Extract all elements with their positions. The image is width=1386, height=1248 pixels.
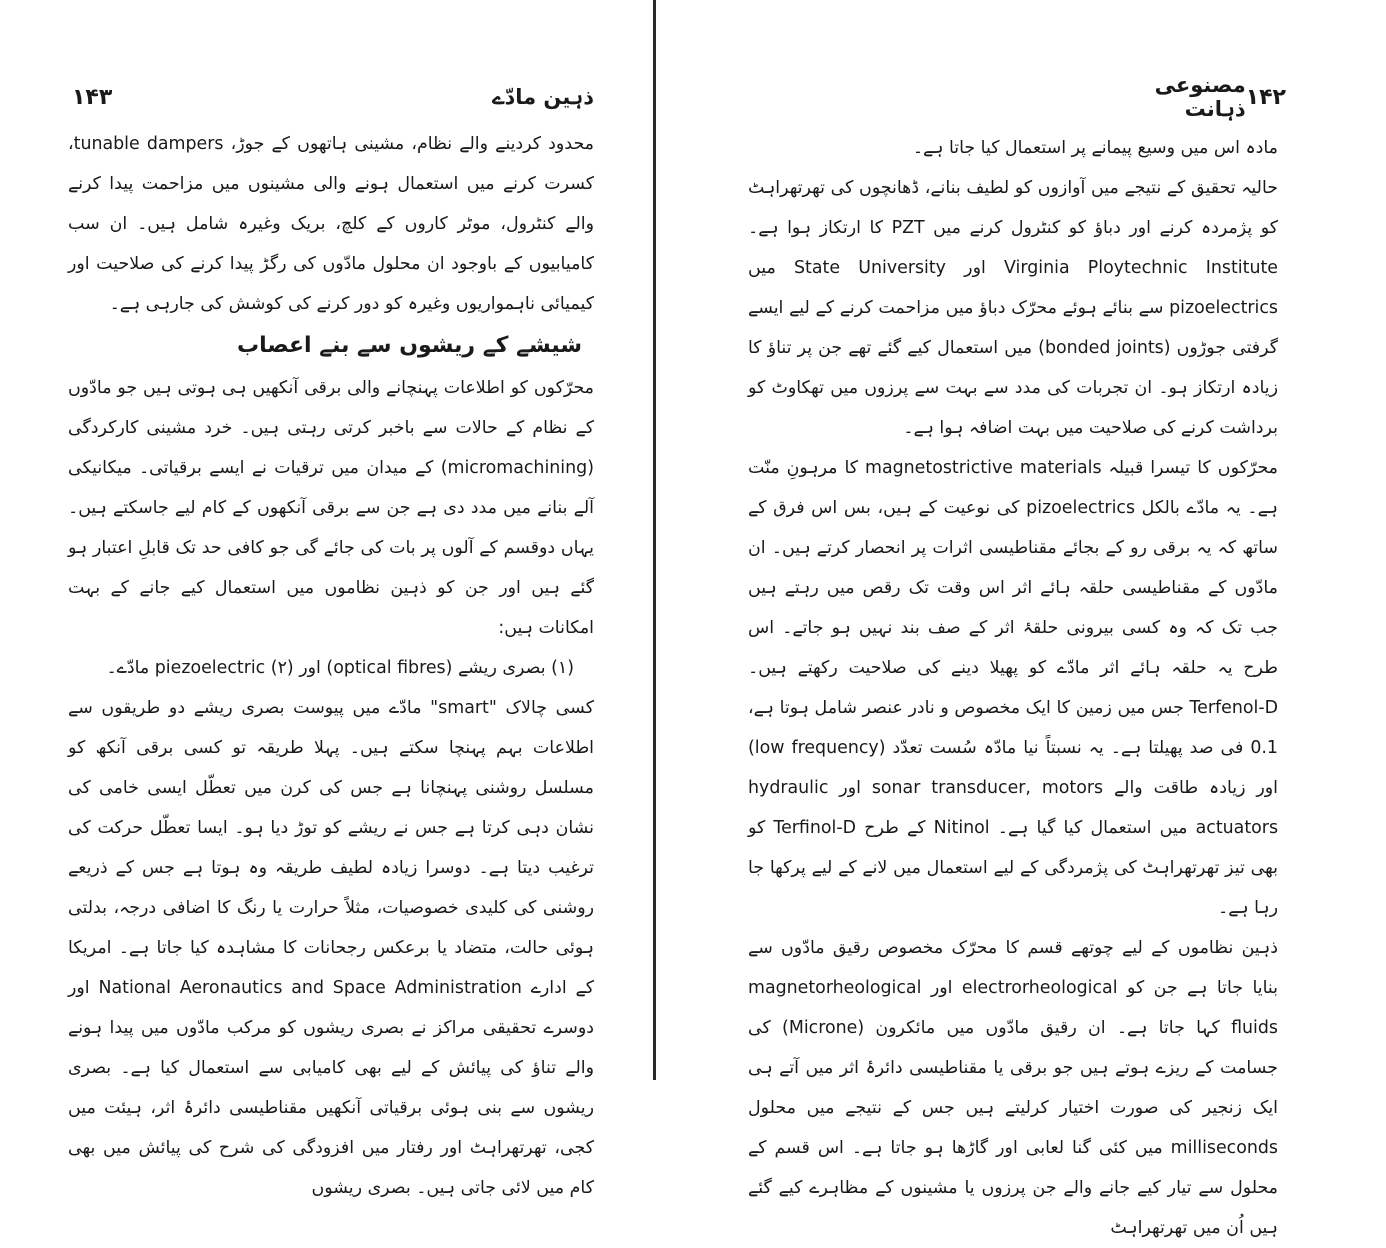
left-page-number: ۱۴۳ [72, 84, 113, 110]
left-page-header [72, 80, 594, 114]
book-spine-divider [653, 0, 656, 1080]
right-paragraph-1: مادہ اس میں وسیع پیمانے پر استعمال کیا جاتا ہے۔ [912, 138, 1278, 158]
left-page [0, 0, 650, 1198]
left-list-line: (۱) بصری ریشے (optical fibres) اور (۲) piezoelectric مادّے۔ [106, 658, 574, 678]
right-page-body [748, 128, 1278, 1248]
right-page-header [1122, 73, 1286, 121]
section-heading: شیشے کے ریشوں سے بنے اعصاب [236, 333, 582, 358]
right-page-title: مصنوعی ذہانت [1154, 73, 1246, 121]
right-paragraph-2: حالیہ تحقیق کے نتیجے میں آوازوں کو لطیف بنانے، ڈھانچوں کی تھرتھراہٹ کو پژمردہ کرنے اور دباؤ کو کنٹرول کرنے میں PZT کا ارتکاز ہوا ہے۔ Virginia Ploytechnic Institute اور State University میں pizoelectrics سے بنائے ہوئے محرّک دباؤ میں مزاحمت کرنے کے لیے ایسے گرفتی جوڑوں (bonded joints) میں استعمال کیے گئے تھے جن پر تناؤ کا زیادہ ارتکاز ہو۔ ان تجربات کی مدد سے بہت سے پرزوں میں تھکاوٹ کو برداشت کرنے کی صلاحیت میں بہت اضافہ ہوا ہے۔ [748, 178, 1279, 438]
right-page-number: ۱۴۲ [1245, 84, 1286, 110]
left-page-title: ذہین مادّے [492, 85, 594, 109]
left-paragraph-1: محدود کردینے والے نظام، مشینی ہاتھوں کے جوڑ، tunable dampers، کسرت کرنے میں استعمال ہونے والی مشینوں میں مزاحمت پیدا کرنے والے کنٹرول، موٹر کاروں کے کلچ، بریک وغیرہ شامل ہیں۔ ان سب کامیابیوں کے باوجود ان محلول مادّوں کی رگڑ پیدا کرنے کی صلاحیت اور کیمیائی ناہمواریوں وغیرہ کو دور کرنے کی کوشش کی جارہی ہے۔ [68, 134, 594, 314]
right-paragraph-3: محرّکوں کا تیسرا قبیلہ magnetostrictive materials کا مرہونِ منّت ہے۔ یہ مادّے بالکل pizoelectrics کی نوعیت کے ہیں، بس اس فرق کے ساتھ کہ یہ برقی رو کے بجائے مقناطیسی اثرات پر انحصار کرتے ہیں۔ ان مادّوں کے مقناطیسی حلقہ ہائے اثر اس وقت تک رقص میں رہتے ہیں جب تک کہ وہ کسی بیرونی حلقۂ اثر کے صف بند نہیں ہو جاتے۔ اس طرح یہ حلقہ ہائے اثر مادّے کو پھیلا دینے کی صلاحیت رکھتے ہیں۔ Terfenol-D جس میں زمین کا ایک مخصوص و نادر عنصر شامل ہوتا ہے، 0.1 فی صد پھیلتا ہے۔ یہ نسبتاً نیا مادّہ سُست تعدّد (low frequency) اور زیادہ طاقت والے sonar transducer, motors اور hydraulic actuators میں استعمال کیا گیا ہے۔ Nitinol کے طرح Terfinol-D کو بھی تیز تھرتھراہٹ کی پژمردگی کے لیے استعمال میں لانے کے لیے پرکھا جا رہا ہے۔ [748, 458, 1279, 918]
left-paragraph-3: کسی چالاک "smart" مادّے میں پیوست بصری ریشے دو طریقوں سے اطلاعات بہم پہنچا سکتے ہیں۔ پہلا طریقہ تو کسی برقی آنکھ کو مسلسل روشنی پہنچانا ہے جس کی کرن میں تعطّل ایسی خامی کی نشان دہی کرتا ہے جس نے ریشے کو توڑ دیا ہو۔ ایسا تعطّل حرکت کی ترغیب دیتا ہے۔ دوسرا زیادہ لطیف طریقہ وہ ہوتا ہے جس کے ذریعے روشنی کی کلیدی خصوصیات، مثلاً حرارت یا رنگ کا اضافی درجہ، بدلتی ہوئی حالت، متضاد یا برعکس رجحانات کا مشاہدہ کیا جاتا ہے۔ امریکا کے ادارے National Aeronautics and Space Administration اور دوسرے تحقیقی مراکز نے بصری ریشوں کو مرکب مادّوں میں پیدا ہونے والے تناؤ کی پیائش کے لیے بھی کامیابی سے استعمال کیا ہے۔ بصری ریشوں سے بنی ہوئی برقیاتی آنکھیں مقناطیسی دائرۂ اثر، ہیئت میں کجی، تھرتھراہٹ اور رفتار میں افزودگی کی شرح کی پیائش میں بھی کام میں لائی جاتی ہیں۔ بصری ریشوں [68, 698, 595, 1198]
left-paragraph-2: محرّکوں کو اطلاعات پہنچانے والی برقی آنکھیں ہی ہوتی ہیں جو مادّوں کے نظام کے حالات سے باخبر کرتی رہتی ہیں۔ خرد مشینی کارکردگی (micromachining) کے میدان میں ترقیات نے ایسے برقیاتی۔ میکانیکی آلے بنانے میں مدد دی ہے جن سے برقی آنکھوں کے کام لیے جاسکتے ہیں۔ یہاں دوقسم کے آلوں پر بات کی جائے گی جو کافی حد تک قابلِ اعتبار ہو گئے ہیں اور جن کو ذہین نظاموں میں استعمال کیے جانے کے بہت امکانات ہیں: [68, 378, 594, 638]
right-page [660, 0, 1386, 1238]
left-page-body [68, 124, 594, 1208]
right-paragraph-4: ذہین نظاموں کے لیے چوتھے قسم کا محرّک مخصوص رقیق مادّوں سے بنایا جاتا ہے جن کو electrorheological اور magnetorheological fluids کہا جاتا ہے۔ ان رقیق مادّوں میں مائکرون (Microne) کی جسامت کے ریزے ہوتے ہیں جو برقی یا مقناطیسی دائرۂ اثر میں آتے ہی ایک زنجیر کی صورت اختیار کرلیتے ہیں جس کے نتیجے میں محلول milliseconds میں کئی گنا لعابی اور گاڑھا ہو جاتا ہے۔ اس قسم کے محلول سے تیار کیے جانے والے جن پرزوں یا مشینوں کے مظاہرے کیے گئے ہیں اُن میں تھرتھراہٹ [748, 938, 1278, 1238]
